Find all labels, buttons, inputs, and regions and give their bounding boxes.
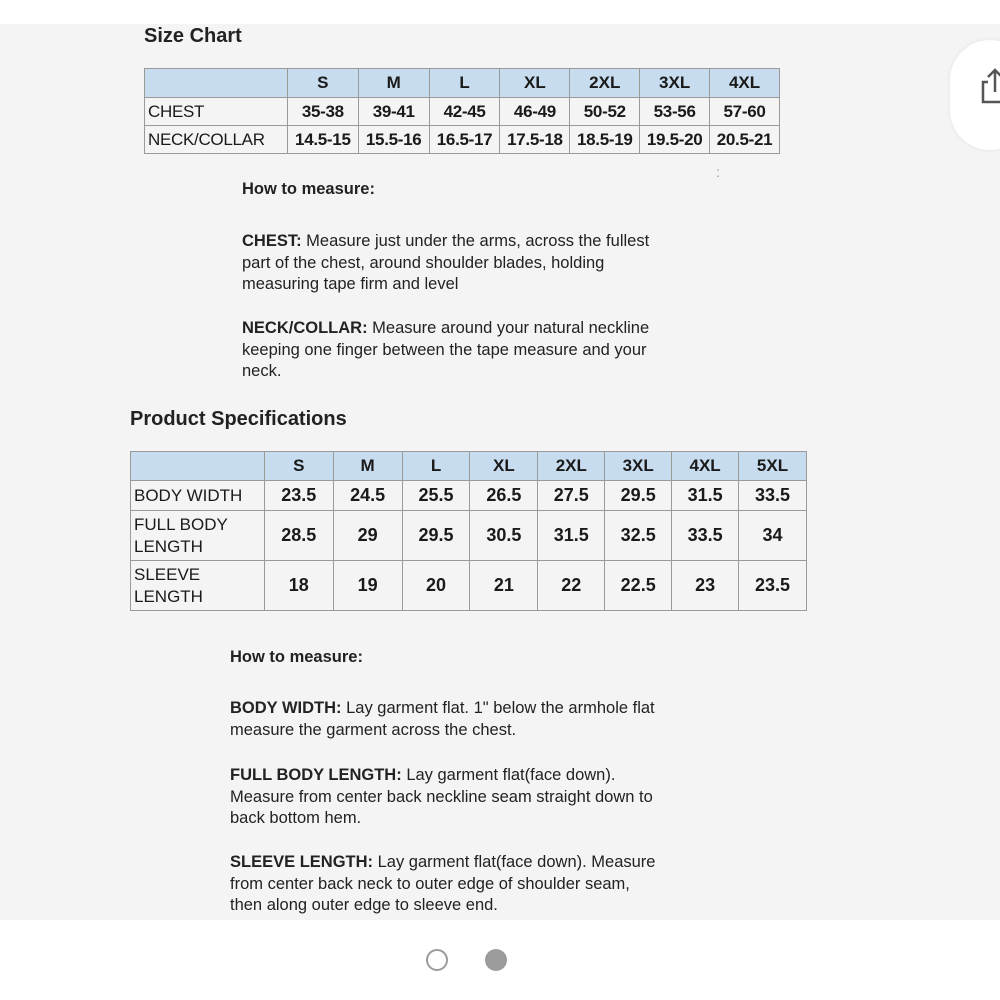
table-row: [145, 126, 780, 154]
instruction-text: back bottom hem.: [230, 809, 362, 827]
table-cell: 35-38: [287, 98, 358, 126]
instruction-text: measuring tape firm and level: [242, 275, 459, 293]
table-cell: 18: [264, 561, 333, 611]
instruction-text: Lay garment flat(face down).: [401, 766, 616, 784]
column-header: 2XL: [570, 69, 640, 98]
size-chart-table: [144, 68, 780, 154]
table-cell: 14.5-15: [287, 126, 358, 154]
how-to-measure-heading: How to measure:: [242, 180, 375, 198]
column-header: 4XL: [672, 452, 739, 481]
table-cell: 34: [739, 511, 807, 561]
column-header: 3XL: [640, 69, 710, 98]
instruction-text: neck.: [242, 362, 282, 380]
table-cell: 33.5: [739, 481, 807, 511]
instruction-text: Measure around your natural neckline: [367, 319, 650, 337]
instruction-text: keeping one finger between the tape measure and your: [242, 340, 647, 359]
column-header: 3XL: [605, 452, 672, 481]
table-cell: 22: [538, 561, 605, 611]
instruction-text: Lay garment flat. 1" below the armhole flat: [341, 699, 655, 717]
size-chart-title: Size Chart: [144, 25, 242, 47]
row-label: [131, 561, 265, 611]
table-header-row: [131, 452, 807, 481]
table-cell: 32.5: [605, 511, 672, 561]
row-label: NECK/COLLAR: [145, 126, 288, 154]
row-label-line: FULL BODY: [134, 514, 228, 534]
column-header: [131, 452, 265, 481]
column-header: 5XL: [739, 452, 807, 481]
how-to-measure-heading: How to measure:: [230, 648, 363, 666]
row-label: CHEST: [145, 98, 288, 126]
table-cell: 24.5: [333, 481, 402, 511]
carousel-dot-2-active[interactable]: [485, 949, 507, 971]
column-header: 2XL: [538, 452, 605, 481]
row-label-line: LENGTH: [134, 586, 203, 606]
product-specs-table: [130, 451, 807, 611]
instruction-chest: [242, 231, 649, 296]
table-cell: 39-41: [358, 98, 429, 126]
instruction-text: from center back neck to outer edge of shoulder seam,: [230, 874, 630, 893]
share-button[interactable]: [950, 40, 1000, 150]
table-cell: 20: [402, 561, 470, 611]
instruction-text: Lay garment flat(face down). Measure: [373, 853, 656, 871]
table-cell: 15.5-16: [358, 126, 429, 154]
instruction-text: measure the garment across the chest.: [230, 720, 517, 739]
table-cell: 33.5: [672, 511, 739, 561]
carousel-dot-1[interactable]: [426, 949, 448, 971]
table-row: [131, 561, 807, 611]
table-cell: 31.5: [672, 481, 739, 511]
table-cell: 19: [333, 561, 402, 611]
instruction-sleeve-length: [230, 852, 655, 917]
table-cell: 31.5: [538, 511, 605, 561]
table-cell: 26.5: [470, 481, 538, 511]
column-header: M: [358, 69, 429, 98]
row-label: [131, 511, 265, 561]
table-cell: 22.5: [605, 561, 672, 611]
table-cell: 29: [333, 511, 402, 561]
table-cell: 30.5: [470, 511, 538, 561]
table-cell: 29.5: [402, 511, 470, 561]
table-cell: 23.5: [264, 481, 333, 511]
instruction-text: part of the chest, around shoulder blades, holding: [242, 253, 605, 272]
row-label: [131, 481, 265, 511]
table-cell: 23.5: [739, 561, 807, 611]
table-cell: 18.5-19: [570, 126, 640, 154]
table-cell: 57-60: [710, 98, 780, 126]
column-header: L: [429, 69, 500, 98]
instruction-text: Measure just under the arms, across the fullest: [301, 232, 650, 250]
column-header: M: [333, 452, 402, 481]
table-cell: 42-45: [429, 98, 500, 126]
column-header: [145, 69, 288, 98]
column-header: L: [402, 452, 470, 481]
instruction-term: NECK/COLLAR:: [242, 319, 368, 337]
table-row: [131, 511, 807, 561]
table-cell: 28.5: [264, 511, 333, 561]
instruction-term: SLEEVE LENGTH:: [230, 853, 374, 871]
product-specs-title: Product Specifications: [130, 408, 347, 430]
table-cell: 16.5-17: [429, 126, 500, 154]
top-bar: [0, 0, 1000, 24]
table-cell: 23: [672, 561, 739, 611]
table-cell: 27.5: [538, 481, 605, 511]
table-cell: 25.5: [402, 481, 470, 511]
instruction-term: BODY WIDTH:: [230, 699, 342, 717]
instruction-body-width: [230, 698, 655, 741]
table-cell: 20.5-21: [710, 126, 780, 154]
instruction-term: CHEST:: [242, 232, 302, 250]
table-cell: 21: [470, 561, 538, 611]
row-label-line: SLEEVE: [134, 564, 201, 584]
column-header: XL: [470, 452, 538, 481]
instruction-full-body-length: [230, 765, 653, 830]
table-cell: 29.5: [605, 481, 672, 511]
row-label-line: LENGTH: [134, 536, 203, 556]
table-cell: 19.5-20: [640, 126, 710, 154]
instruction-neck: [242, 318, 649, 383]
instruction-term: FULL BODY LENGTH:: [230, 766, 402, 784]
row-label-line: BODY WIDTH: [134, 485, 243, 505]
instruction-text: Measure from center back neckline seam straight down to: [230, 787, 653, 806]
table-cell: 53-56: [640, 98, 710, 126]
table-cell: 17.5-18: [500, 126, 570, 154]
table-row: [145, 98, 780, 126]
stray-mark: :: [716, 164, 720, 180]
table-cell: 46-49: [500, 98, 570, 126]
column-header: S: [264, 452, 333, 481]
table-row: [131, 481, 807, 511]
table-cell: 50-52: [570, 98, 640, 126]
share-icon: [980, 66, 1000, 106]
table-header-row: [145, 69, 780, 98]
column-header: S: [287, 69, 358, 98]
column-header: 4XL: [710, 69, 780, 98]
column-header: XL: [500, 69, 570, 98]
instruction-text: then along outer edge to sleeve end.: [230, 896, 498, 914]
